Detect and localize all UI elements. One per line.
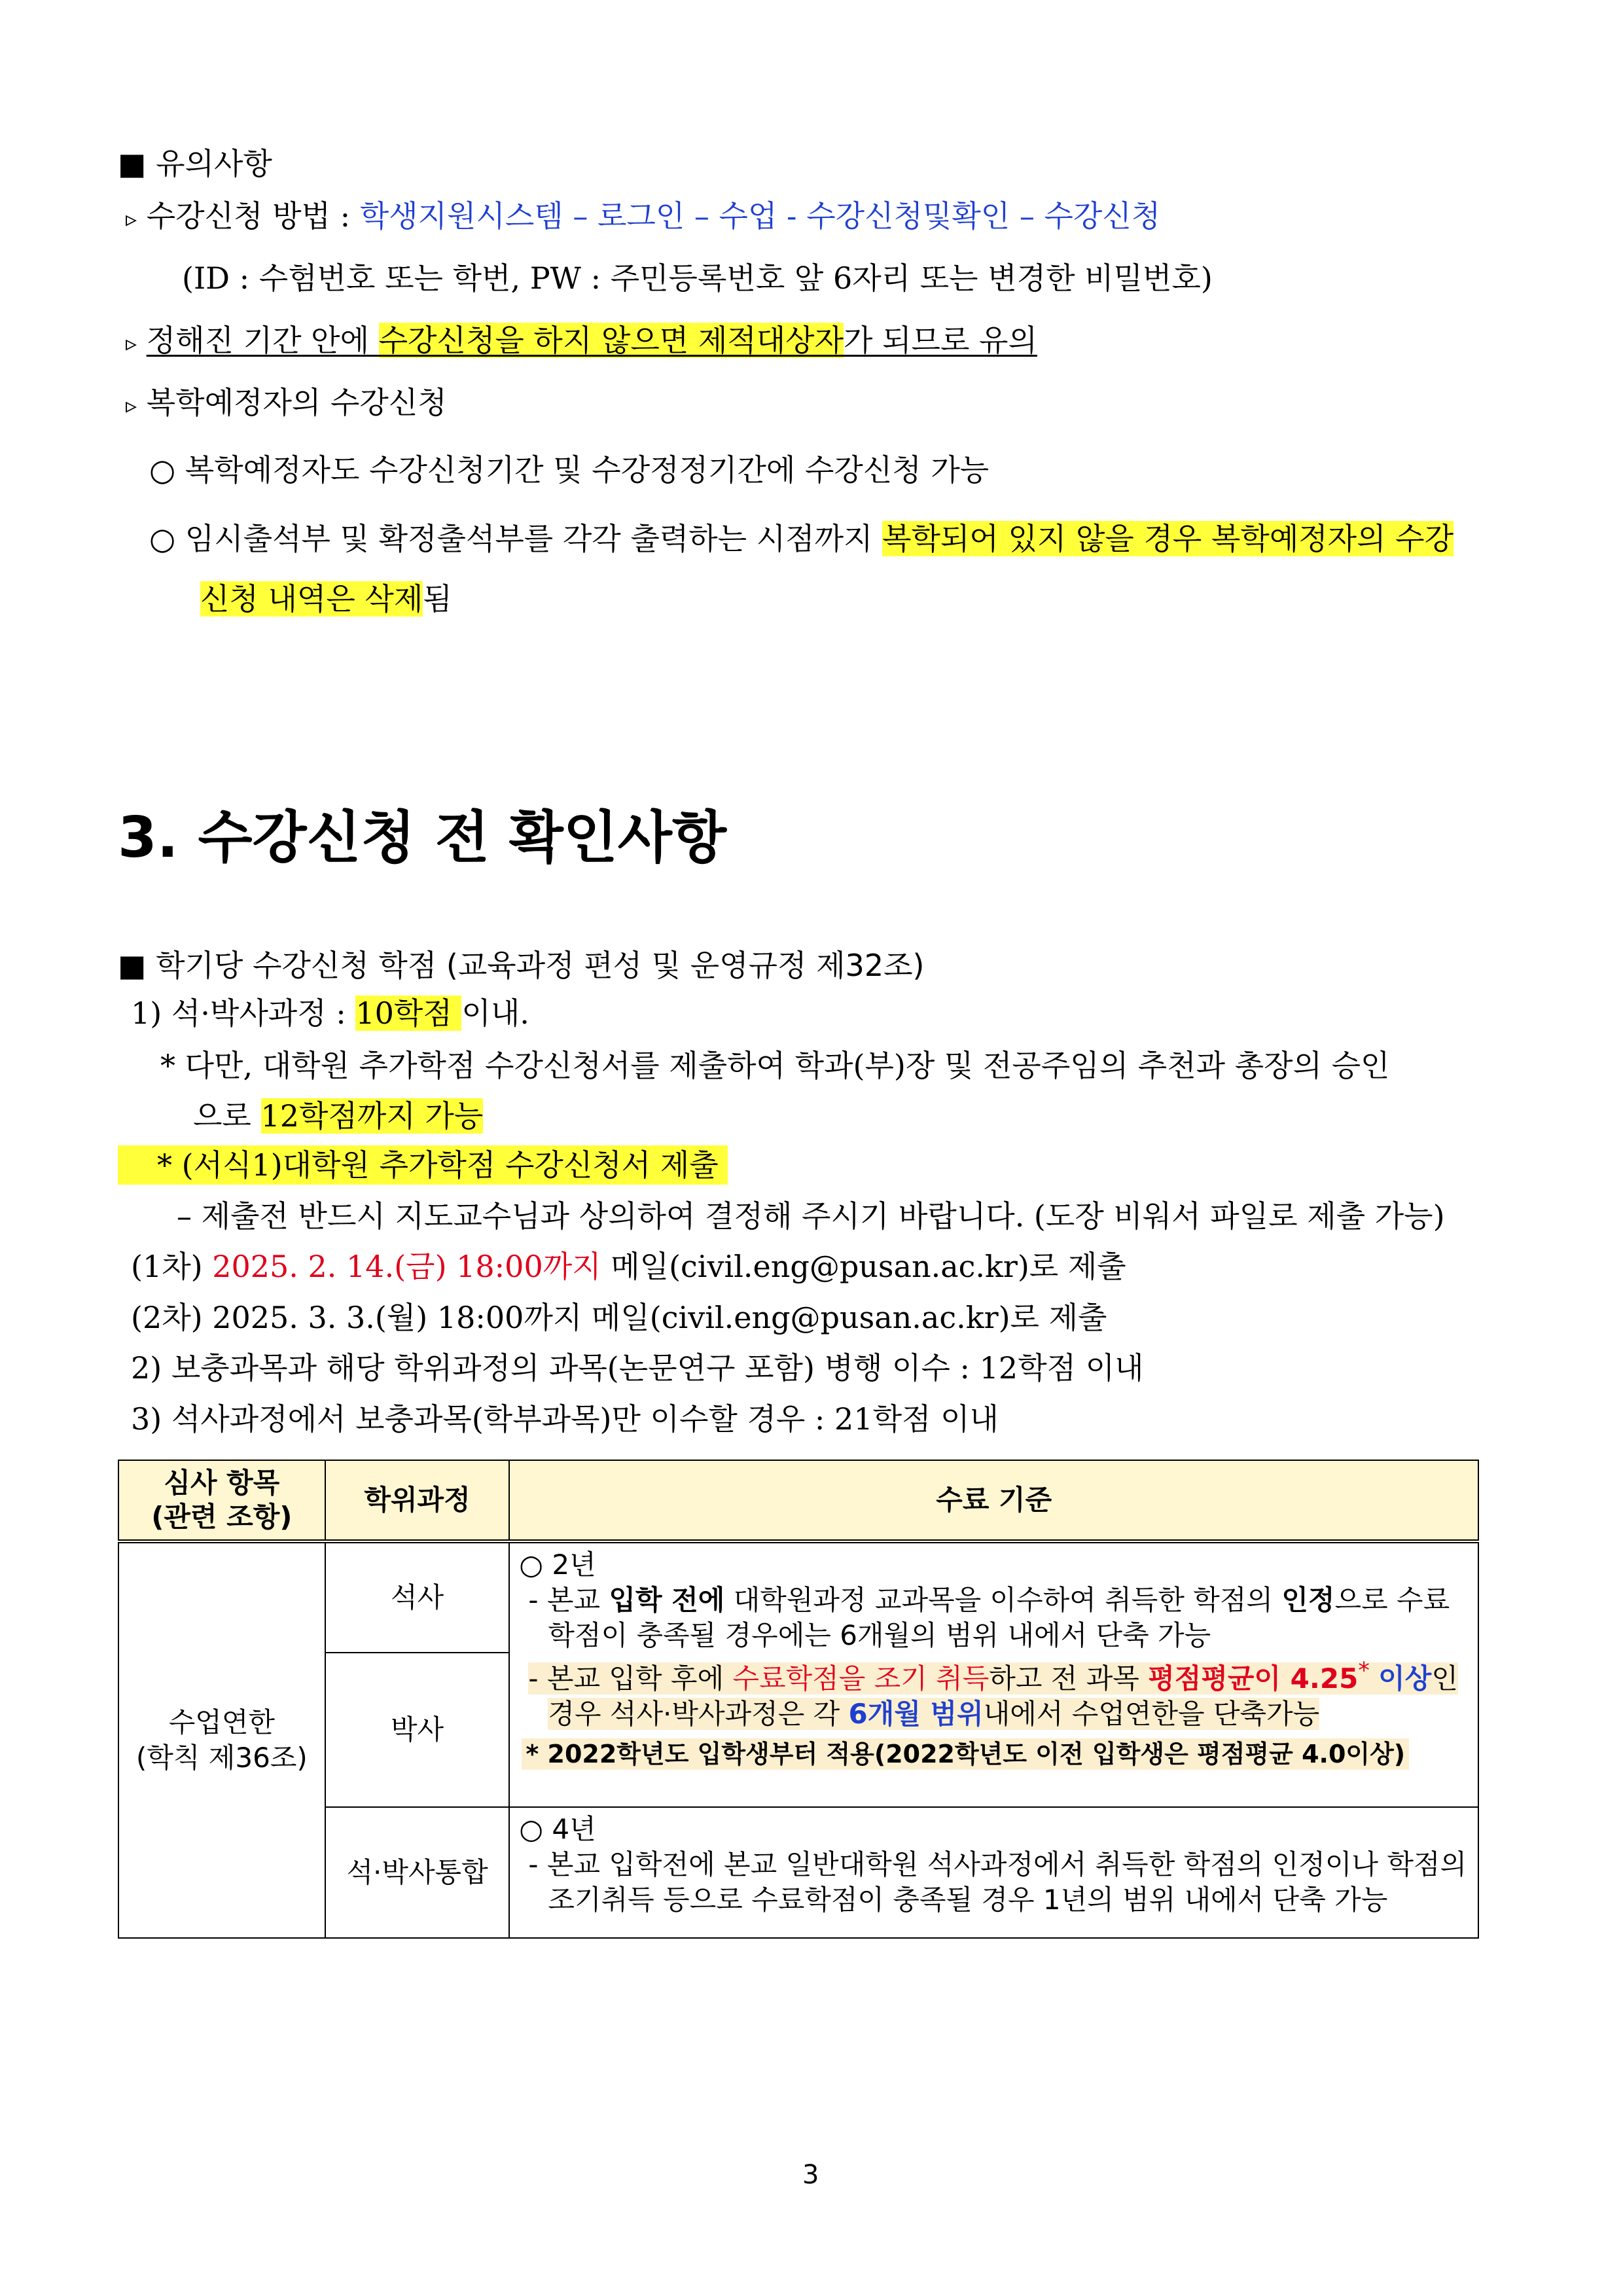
credit-heading: ■ 학기당 수강신청 학점 (교육과정 편성 및 운영규정 제32조) <box>118 948 925 983</box>
submit-round-1: (1차) 2025. 2. 14.(금) 18:00까지 메일(civil.eng@pusan.ac.kr)로 제출 <box>131 1249 1126 1284</box>
square-bullet-icon: ■ <box>118 146 147 181</box>
credit-line-2: * 다만, 대학원 추가학점 수강신청서를 제출하여 학과(부)장 및 전공주임의 추천과 총장의 승인 <box>160 1048 1390 1083</box>
degree-integrated: 석·박사통합 <box>325 1807 510 1938</box>
form-submit-note: * (서식1)대학원 추가학점 수강신청서 제출 <box>118 1145 728 1185</box>
credit-line-1: 1) 석·박사과정 : 10학점 이내. <box>131 996 529 1031</box>
method-line: ▹ 수강신청 방법 : 학생지원시스템 – 로그인 – 수업 - 수강신청및확인 – 수강신청 <box>126 198 1161 234</box>
page-number: 3 <box>802 2160 819 2190</box>
return-item-2: ○ 임시출석부 및 확정출석부를 각각 출력하는 시점까지 복학되어 있지 않을 경우 복학예정자의 수강 <box>149 521 1454 556</box>
item-cell: 수업연한 (학칙 제36조) <box>118 1541 325 1938</box>
ms-bullet: ○ 2년 <box>519 1549 596 1581</box>
ms-criteria-1: - 본교 입학 전에 대학원과정 교과목을 이수하여 취득한 학점의 인정으로 수료학점이 충족될 경우에는 6개월의 범위 내에서 단축 가능 <box>528 1584 1450 1651</box>
credit-line-9: 3) 석사과정에서 보충과목(학부과목)만 이수할 경우 : 21학점 이내 <box>131 1401 999 1437</box>
table-row <box>118 1541 1478 1653</box>
header-degree: 학위과정 <box>325 1460 510 1541</box>
table-header-row <box>118 1460 1478 1541</box>
method-path: 학생지원시스템 – 로그인 – 수업 - 수강신청및확인 – 수강신청 <box>359 198 1161 234</box>
notes-heading: ■ 유의사항 <box>118 146 272 181</box>
deadline-warning: ▹ 정해진 기간 안에 수강신청을 하지 않으면 제적대상자가 되므로 유의 <box>126 323 1037 358</box>
ms-criteria-2: - 본교 입학 후에 수료학점을 조기 취득하고 전 과목 평점평균이 4.25* 이상인 경우 석사·박사과정은 각 6개월 범위내에서 수업연한을 단축가능 <box>528 1658 1458 1730</box>
ms-footnote: * 2022학년도 입학생부터 적용(2022학년도 이전 입학생은 평점평균 4.0이상) <box>522 1738 1409 1770</box>
degree-master: 석사 <box>325 1541 510 1653</box>
triangle-bullet-icon: ▹ <box>126 393 137 419</box>
credit-line-8: 2) 보충과목과 해당 학위과정의 과목(논문연구 포함) 병행 이수 : 12학점 이내 <box>131 1350 1144 1386</box>
integrated-criteria-1: - 본교 입학전에 본교 일반대학원 석사과정에서 취득한 학점의 인정이나 학점의 조기취득 등으로 수료학점이 충족될 경우 1년의 범위 내에서 단축 가능 <box>528 1848 1467 1916</box>
section-title: 3. 수강신청 전 확인사항 <box>118 805 727 870</box>
header-item: 심사 항목 (관련 조항) <box>118 1460 325 1541</box>
degree-doctor: 박사 <box>325 1653 510 1807</box>
completion-criteria-table <box>118 1460 1479 1939</box>
circle-bullet-icon: ○ <box>149 521 176 556</box>
integrated-criteria <box>509 1807 1478 1938</box>
return-item-1: ○ 복학예정자도 수강신청기간 및 수강정정기간에 수강신청 가능 <box>149 452 990 488</box>
submit-round-2: (2차) 2025. 3. 3.(월) 18:00까지 메일(civil.eng@pusan.ac.kr)로 제출 <box>131 1300 1107 1335</box>
ms-phd-criteria <box>509 1541 1478 1807</box>
circle-bullet-icon: ○ <box>149 452 176 488</box>
square-bullet-icon: ■ <box>118 948 147 983</box>
header-criteria: 수료 기준 <box>509 1460 1478 1541</box>
integrated-bullet: ○ 4년 <box>519 1813 596 1845</box>
method-login: (ID : 수험번호 또는 학번, PW : 주민등록번호 앞 6자리 또는 변경한 비밀번호) <box>182 260 1213 296</box>
return-heading: ▹ 복학예정자의 수강신청 <box>126 385 447 420</box>
return-item-2-cont: 신청 내역은 삭제됨 <box>200 581 452 617</box>
submit-advice: – 제출전 반드시 지도교수님과 상의하여 결정해 주시기 바랍니다. (도장 비워서 파일로 제출 가능) <box>177 1198 1445 1234</box>
triangle-bullet-icon: ▹ <box>126 206 137 232</box>
triangle-bullet-icon: ▹ <box>126 331 137 357</box>
credit-line-3: 으로 12학점까지 가능 <box>193 1098 484 1134</box>
